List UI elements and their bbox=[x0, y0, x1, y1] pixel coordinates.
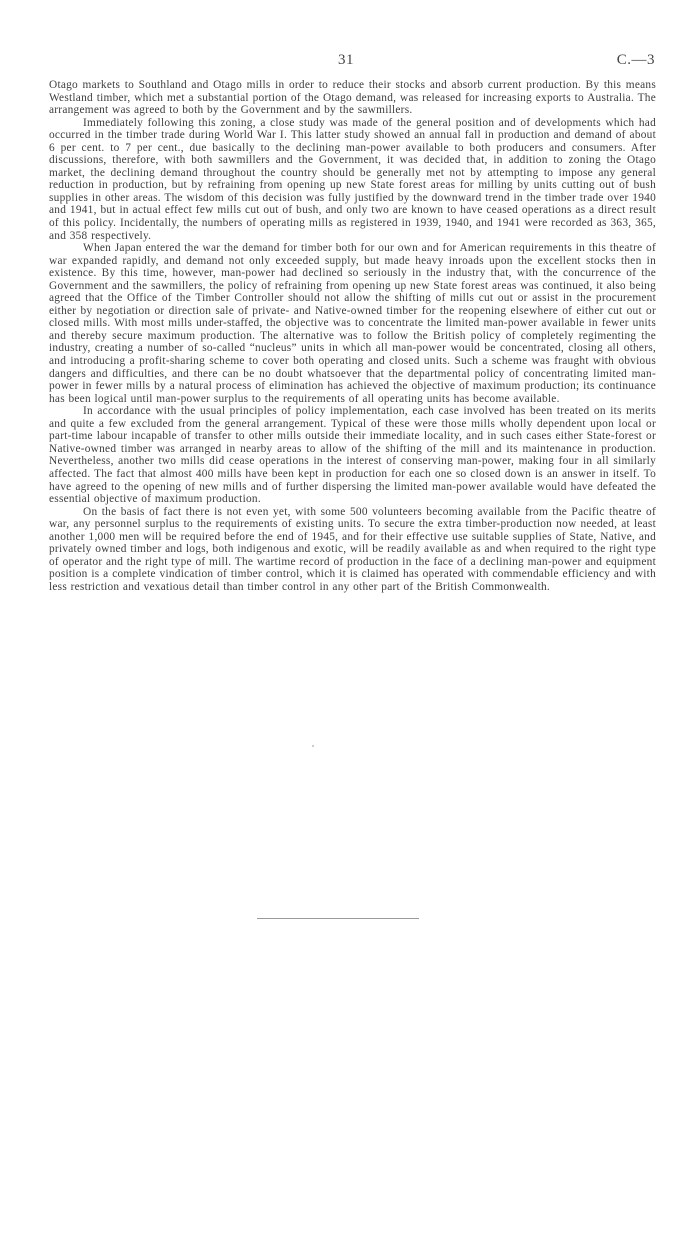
paragraph-2: Immediately following this zoning, a close study was made of the general position and of developments which had occurred in the timber trade during World War I. This latter study showed an annual fall in production and demand of about 6 per cent. to 7 per cent., due basically to the declining man-power available to both producers and consumers. After discussions, therefore, with both sawmillers and the Government, it was decided that, in addition to zoning the Otago market, the declining demand throughout the country should be generally met not by attempting to impose any general reduction in production, but by refraining from opening up new State forest areas for milling by units cutting out of bush supplies in other areas. The wisdom of this decision was fully justified by the downward trend in the timber trade over 1940 and 1941, but in actual effect few mills cut out of bush, and only two are known to have ceased operations as a direct result of this policy. Incidentally, the numbers of operating mills as registered in 1939, 1940, and 1941 were recorded as 363, 365, and 358 respectively. bbox=[49, 116, 656, 242]
paragraph-5: On the basis of fact there is not even yet, with some 500 volunteers becoming available from the Pacific theatre of war, any personnel surplus to the requirements of existing units. To secure the extra timber-production now needed, at least another 1,000 men will be required before the end of 1945, and for their effective use suitable supplies of State, Native, and privately owned timber and logs, both indigenous and exotic, will be readily available as and when required to the right type of operator and the right type of mill. The wartime record of production in the face of a declining man-power and equipment position is a complete vindication of timber control, which it is claimed has operated with commendable efficiency and with less restriction and vexatious detail than timber control in any other part of the British Commonwealth. bbox=[49, 505, 656, 593]
section-divider bbox=[257, 918, 419, 919]
page-number: 31 bbox=[338, 52, 354, 68]
body-text bbox=[49, 79, 656, 593]
paper-reference: C.—3 bbox=[616, 52, 655, 68]
print-speck bbox=[312, 745, 314, 747]
paragraph-1: Otago markets to Southland and Otago mills in order to reduce their stocks and absorb current production. By this means Westland timber, which met a substantial portion of the Otago demand, was released for increasing exports to Australia. The arrangement was agreed to both by the Government and by the sawmillers. bbox=[49, 79, 656, 117]
paragraph-4: In accordance with the usual principles of policy implementation, each case involved has been treated on its merits and quite a few excluded from the general arrangement. Typical of these were those mills wholly dependent upon local or part-time labour incapable of transfer to other mills outside their immediate locality, and in such cases either State-forest or Native-owned timber was arranged in nearby areas to allow of the shifting of the mill and its maintenance in production. Nevertheless, another two mills did cease operations in the interest of conserving man-power, making four in all similarly affected. The fact that almost 400 mills have been kept in production for each one so closed down is an answer in itself. To have agreed to the opening of new mills and of further dispersing the limited man-power available would have defeated the essential objective of maximum production. bbox=[49, 405, 656, 506]
page-header bbox=[0, 52, 700, 72]
paragraph-3: When Japan entered the war the demand for timber both for our own and for American requirements in this theatre of war expanded rapidly, and demand not only exceeded supply, but made heavy inroads upon the excellent stocks then in existence. By this time, however, man-power had declined so seriously in the industry that, with the concurrence of the Government and the sawmillers, the policy of refraining from opening up new State forest areas was continued, it also being agreed that the Office of the Timber Controller should not allow the shifting of mills cut out or assist in the procurement either by negotiation or direction sale of private- and Native-owned timber for the reopening elsewhere of either cut out or closed mills. With most mills under-staffed, the objective was to concentrate the limited man-power available in fewer units and thereby secure maximum production. The alternative was to follow the British policy of completely regimenting the industry, creating a number of so-called “nucleus” units in which all man-power would be concentrated, closing all others, and introducing a profit-sharing scheme to cover both operating and closed units. Such a scheme was fraught with obvious dangers and difficulties, and there can be no doubt whatsoever that the departmental policy of concentrating limited man-power in fewer mills by a natural process of elimination has achieved the objective of maximum production; its continuance has been logical until man-power surplus to the requirements of all operating units has become available. bbox=[49, 242, 656, 405]
